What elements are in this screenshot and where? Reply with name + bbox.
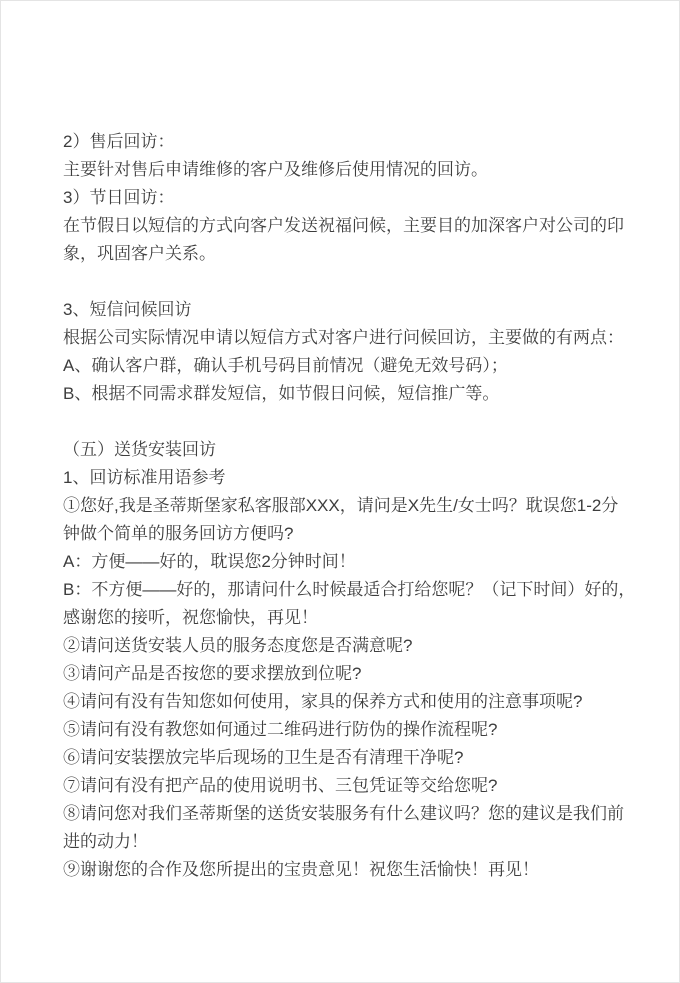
text-line: ⑥请问安装摆放完毕后现场的卫生是否有清理干净呢? [63, 748, 464, 767]
text-line: 根据公司实际情况申请以短信方式对客户进行问候回访，主要做的有两点： [63, 328, 624, 347]
text-line: ①您好,我是圣蒂斯堡家私客服部XXX，请问是X先生/女士吗？耽误您1-2分 [63, 496, 619, 515]
text-line: B、根据不同需求群发短信，如节假日问候，短信推广等。 [63, 384, 500, 403]
text-line: A、确认客户群，确认手机号码目前情况（避免无效号码）； [63, 356, 508, 375]
text-line: ⑨谢谢您的合作及您所提出的宝贵意见！祝您生活愉快！再见！ [63, 860, 539, 879]
text-line: 2）售后回访： [63, 132, 175, 151]
text-line: 感谢您的接听，祝您愉快，再见！ [63, 608, 318, 627]
text-line: 在节假日以短信的方式向客户发送祝福问候，主要目的加深客户对公司的印 [63, 216, 624, 235]
text-line: ③请问产品是否按您的要求摆放到位呢? [63, 664, 362, 683]
text-line: 主要针对售后申请维修的客户及维修后使用情况的回访。 [63, 160, 488, 179]
document-content [1, 1, 679, 884]
section-delivery-installation-callback [63, 436, 679, 884]
text-line: 钟做个简单的服务回访方便吗? [63, 524, 294, 543]
text-line: 象，巩固客户关系。 [63, 244, 216, 263]
text-line: 进的动力！ [63, 832, 148, 851]
text-line: B：不方便——好的，那请问什么时候最适合打给您呢？（记下时间）好的， [63, 580, 636, 599]
text-line: ②请问送货安装人员的服务态度您是否满意呢? [63, 636, 413, 655]
text-line: ⑧请问您对我们圣蒂斯堡的送货安装服务有什么建议吗？您的建议是我们前 [63, 804, 624, 823]
text-line: ⑦请问有没有把产品的使用说明书、三包凭证等交给您呢? [63, 776, 498, 795]
text-line: A：方便——好的，耽误您2分钟时间！ [63, 552, 356, 571]
section-heading: （五）送货安装回访 [63, 440, 216, 459]
text-line: ⑤请问有没有教您如何通过二维码进行防伪的操作流程呢? [63, 720, 498, 739]
text-line: 3）节日回访： [63, 188, 175, 207]
section-sms-greeting-callback [63, 296, 679, 408]
section-after-sales-holiday-callback [63, 128, 679, 268]
text-line: 1、回访标准用语参考 [63, 468, 226, 487]
text-line: ④请问有没有告知您如何使用，家具的保养方式和使用的注意事项呢? [63, 692, 583, 711]
section-heading: 3、短信问候回访 [63, 300, 192, 319]
